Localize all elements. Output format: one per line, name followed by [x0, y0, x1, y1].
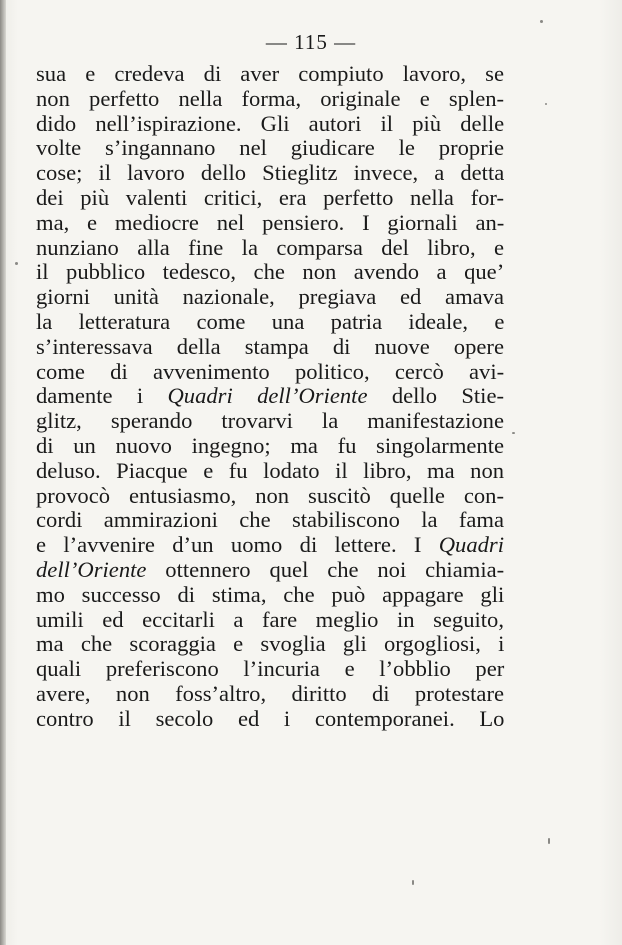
- text-line: [36, 484, 504, 509]
- text-line: [36, 62, 504, 87]
- line-text: cose; il lavoro dello Stieglitz invece, a detta: [36, 160, 505, 186]
- text-line: [36, 87, 504, 112]
- text-line: [36, 136, 504, 161]
- line-text: sua e credeva di aver compiuto lavoro, se: [36, 61, 504, 86]
- text-line: [36, 211, 504, 236]
- text-line: [36, 161, 504, 186]
- paper-speck: [412, 880, 414, 885]
- line-text: avere, non foss’altro, diritto di protestare: [36, 680, 504, 706]
- line-text: umili ed eccitarli a fare meglio in seguito,: [36, 606, 504, 632]
- text-line: [36, 236, 504, 261]
- line-text: non perfetto nella forma, originale e splen-: [36, 85, 505, 111]
- text-line: [36, 533, 504, 558]
- page-number: — 115 —: [265, 30, 357, 54]
- line-text: dello Stie-: [367, 383, 504, 409]
- line-text: volte s’ingannano nel giudicare le proprie: [36, 135, 505, 161]
- line-text: dido nell’ispirazione. Gli autori il più delle: [36, 110, 505, 136]
- line-text: e l’avvenire d’un uomo di lettere. I: [36, 532, 439, 558]
- text-line: [36, 186, 504, 211]
- text-line: [36, 112, 504, 137]
- line-text: deluso. Piacque e fu lodato il libro, ma non: [36, 457, 505, 483]
- line-text: il pubblico tedesco, che non avendo a que’: [36, 259, 505, 285]
- line-text: la letteratura come una patria ideale, e: [36, 308, 505, 334]
- line-text: s’interessava della stampa di nuove opere: [36, 333, 504, 359]
- text-line: [36, 632, 504, 657]
- line-text: cordi ammirazioni che stabiliscono la fama: [36, 507, 504, 533]
- line-text: ma, e mediocre nel pensiero. I giornali an-: [36, 209, 505, 235]
- text-line: [36, 558, 504, 583]
- text-line: [36, 409, 504, 434]
- line-text: damente i: [36, 383, 168, 409]
- italic-title-text: Quadri dell’Oriente: [167, 383, 368, 409]
- line-text: giorni unità nazionale, pregiava ed amava: [36, 284, 504, 310]
- text-line: [36, 310, 504, 335]
- text-line: [36, 682, 504, 707]
- text-line: [36, 508, 504, 533]
- text-line: [36, 260, 504, 285]
- line-text: ottennero quel che noi chiamia-: [146, 556, 505, 582]
- text-line: [36, 657, 504, 682]
- paper-speck: [512, 432, 515, 434]
- text-line: [36, 608, 504, 633]
- paper-speck: [548, 838, 550, 844]
- italic-title-text: Quadri: [438, 532, 504, 558]
- text-line: [36, 285, 504, 310]
- line-text: quali preferiscono l’incuria e l’obblio per: [36, 656, 505, 682]
- text-line: [36, 335, 504, 360]
- line-text: provocò entusiasmo, non suscitò quelle con-: [36, 482, 504, 508]
- line-text: glitz, sperando trovarvi la manifestazione: [36, 408, 504, 434]
- line-text: contro il secolo ed i contemporanei. Lo: [36, 705, 505, 731]
- line-text: ma che scoraggia e svoglia gli orgogliosi, i: [36, 631, 505, 657]
- text-line: [36, 434, 504, 459]
- text-line: [36, 707, 504, 732]
- paper-speck: [15, 262, 18, 265]
- body-text: [36, 62, 504, 732]
- line-text: di un nuovo ingegno; ma fu singolarmente: [36, 432, 505, 458]
- line-text: mo successo di stima, che può appagare gli: [36, 581, 505, 607]
- text-line: [36, 459, 504, 484]
- text-line: [36, 384, 504, 409]
- line-text: dei più valenti critici, era perfetto nella for-: [36, 184, 504, 210]
- text-line: [36, 360, 504, 385]
- italic-title-text: dell’Oriente: [36, 556, 147, 582]
- paper-speck: [540, 20, 543, 23]
- paper-speck: [545, 103, 547, 105]
- line-text: nunziano alla fine la comparsa del libro, e: [36, 234, 504, 260]
- line-text: come di avvenimento politico, cercò avi-: [36, 358, 505, 384]
- text-line: [36, 583, 504, 608]
- page-binding-edge: [0, 0, 6, 945]
